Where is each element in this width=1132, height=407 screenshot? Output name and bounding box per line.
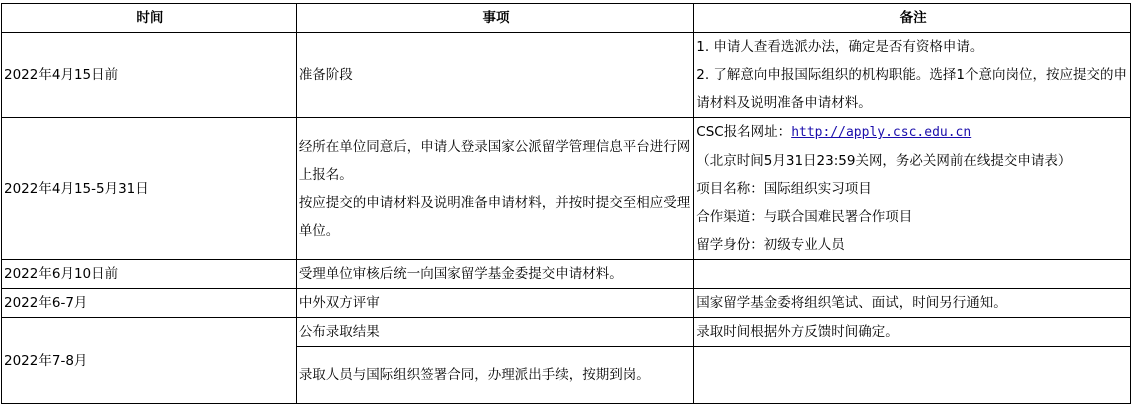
- remark-line: 2. 了解意向申报国际组织的机构职能。选择1个意向岗位，按应提交的申请材料及说明准备申请材料。: [696, 67, 1128, 111]
- cell-remark: [694, 260, 1131, 289]
- cell-item: 中外双方评审: [296, 289, 693, 318]
- cell-time: 2022年6-7月: [2, 289, 297, 318]
- cell-item: 公布录取结果: [296, 318, 693, 347]
- remark-line: 1. 申请人查看选派办法，确定是否有资格申请。: [696, 39, 984, 55]
- cell-remark: [694, 347, 1131, 404]
- cell-item: [296, 118, 693, 260]
- header-remark: 备注: [694, 4, 1131, 33]
- cell-item: 准备阶段: [296, 33, 693, 118]
- item-line: 经所在单位同意后，申请人登录国家公派留学管理信息平台进行网上报名。: [298, 138, 691, 183]
- table-row: [2, 33, 1131, 118]
- study-identity: 留学身份：初级专业人员: [696, 237, 845, 253]
- table-row: [2, 260, 1131, 289]
- project-name: 项目名称：国际组织实习项目: [696, 181, 872, 197]
- cell-time: 2022年7-8月: [2, 318, 297, 404]
- header-time: 时间: [2, 4, 297, 33]
- cell-time: 2022年4月15-5月31日: [2, 118, 297, 260]
- website-label: CSC报名网址：: [696, 124, 792, 140]
- cell-remark: 国家留学基金委将组织笔试、面试，时间另行通知。: [694, 289, 1131, 318]
- cooperation-channel: 合作渠道：与联合国难民署合作项目: [696, 209, 913, 225]
- cell-time: 2022年4月15日前: [2, 33, 297, 118]
- cell-remark: [694, 33, 1131, 118]
- cell-item: 录取人员与国际组织签署合同，办理派出手续，按期到岗。: [296, 347, 693, 404]
- deadline-note: （北京时间5月31日23:59关网，务必关网前在线提交申请表）: [696, 153, 1072, 169]
- table-row: [2, 318, 1131, 347]
- table-row: [2, 118, 1131, 260]
- website-line: [696, 118, 1130, 147]
- table-header-row: [2, 4, 1131, 33]
- cell-item: 受理单位审核后统一向国家留学基金委提交申请材料。: [296, 260, 693, 289]
- cell-remark: 录取时间根据外方反馈时间确定。: [694, 318, 1131, 347]
- cell-remark: [694, 118, 1131, 260]
- header-item: 事项: [296, 4, 693, 33]
- cell-time: 2022年6月10日前: [2, 260, 297, 289]
- item-line: 按应提交的申请材料及说明准备申请材料，并按时提交至相应受理单位。: [298, 194, 691, 239]
- schedule-table: [1, 3, 1131, 404]
- table-row: [2, 289, 1131, 318]
- website-link[interactable]: http://apply.csc.edu.cn: [791, 125, 972, 140]
